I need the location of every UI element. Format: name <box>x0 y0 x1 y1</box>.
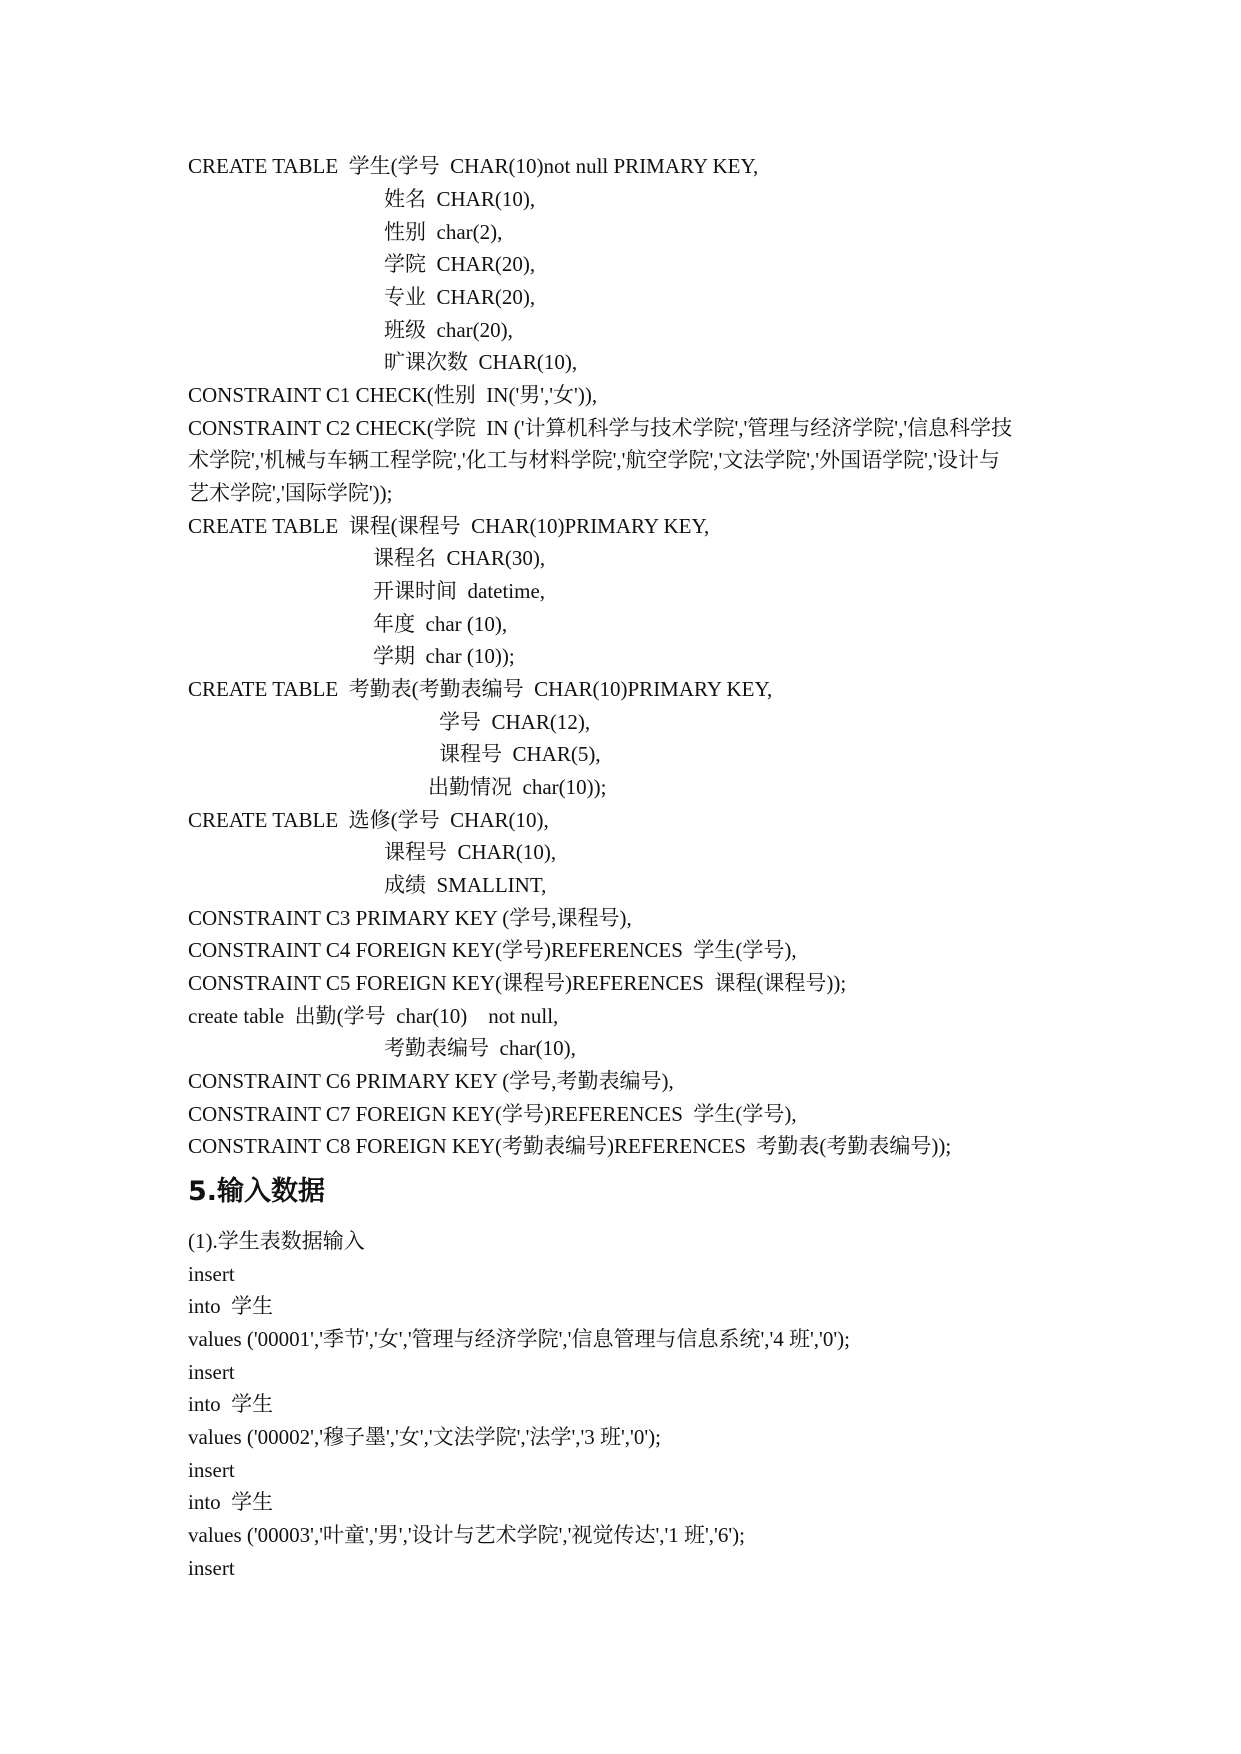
code-line: 年度 char (10), <box>373 612 508 636</box>
code-line: CONSTRAINT C2 CHECK(学院 IN ('计算机科学与技术学院','管理与经济学院','信息科学技 <box>188 416 1013 440</box>
code-line: CREATE TABLE 学生(学号 CHAR(10)not null PRIMARY KEY, <box>188 154 759 178</box>
section-heading: 5.输入数据 <box>188 1176 326 1207</box>
code-line: 术学院','机械与车辆工程学院','化工与材料学院','航空学院','文法学院','外国语学院','设计与 <box>188 448 1000 472</box>
code-line: into 学生 <box>188 1490 274 1514</box>
code-line: insert <box>188 1262 235 1286</box>
code-line: 课程号 CHAR(5), <box>439 742 601 766</box>
code-line: CONSTRAINT C7 FOREIGN KEY(学号)REFERENCES 学生(学号), <box>188 1102 797 1126</box>
code-line: into 学生 <box>188 1294 274 1318</box>
code-line: insert <box>188 1458 235 1482</box>
code-line: CREATE TABLE 课程(课程号 CHAR(10)PRIMARY KEY, <box>188 514 710 538</box>
code-line: 开课时间 datetime, <box>373 579 546 603</box>
code-line: 班级 char(20), <box>384 318 513 342</box>
code-line: CREATE TABLE 选修(学号 CHAR(10), <box>188 808 549 832</box>
code-line: 姓名 CHAR(10), <box>384 187 536 211</box>
code-line: 学号 CHAR(12), <box>439 710 591 734</box>
code-line: CREATE TABLE 考勤表(考勤表编号 CHAR(10)PRIMARY KEY, <box>188 677 773 701</box>
code-line: values ('00002','穆子墨','女','文法学院','法学','3 班','0'); <box>188 1425 661 1449</box>
code-line: 专业 CHAR(20), <box>384 285 536 309</box>
code-line: CONSTRAINT C4 FOREIGN KEY(学号)REFERENCES 学生(学号), <box>188 938 797 962</box>
code-line: 艺术学院','国际学院')); <box>188 481 393 505</box>
code-line: 旷课次数 CHAR(10), <box>384 350 578 374</box>
code-line: 性别 char(2), <box>384 220 503 244</box>
code-line: 出勤情况 char(10)); <box>428 775 607 799</box>
code-line: insert <box>188 1360 235 1384</box>
code-line: insert <box>188 1556 235 1580</box>
code-line: create table 出勤(学号 char(10) not null, <box>188 1004 559 1028</box>
code-line: 学期 char (10)); <box>373 644 515 668</box>
code-line: values ('00001','季节','女','管理与经济学院','信息管理与信息系统','4 班','0'); <box>188 1327 850 1351</box>
code-line: 成绩 SMALLINT, <box>384 873 547 897</box>
code-line: CONSTRAINT C8 FOREIGN KEY(考勤表编号)REFERENCES 考勤表(考勤表编号)); <box>188 1134 952 1158</box>
code-line: 课程号 CHAR(10), <box>384 840 557 864</box>
code-line: 考勤表编号 char(10), <box>384 1036 576 1060</box>
code-line: CONSTRAINT C3 PRIMARY KEY (学号,课程号), <box>188 906 632 930</box>
code-line: values ('00003','叶童','男','设计与艺术学院','视觉传达','1 班','6'); <box>188 1523 745 1547</box>
code-line: 课程名 CHAR(30), <box>373 546 546 570</box>
code-line: CONSTRAINT C1 CHECK(性别 IN('男','女')), <box>188 383 598 407</box>
code-line: (1).学生表数据输入 <box>188 1229 365 1253</box>
code-line: CONSTRAINT C6 PRIMARY KEY (学号,考勤表编号), <box>188 1069 674 1093</box>
code-line: into 学生 <box>188 1392 274 1416</box>
code-line: 学院 CHAR(20), <box>384 252 536 276</box>
code-line: CONSTRAINT C5 FOREIGN KEY(课程号)REFERENCES 课程(课程号)); <box>188 971 847 995</box>
